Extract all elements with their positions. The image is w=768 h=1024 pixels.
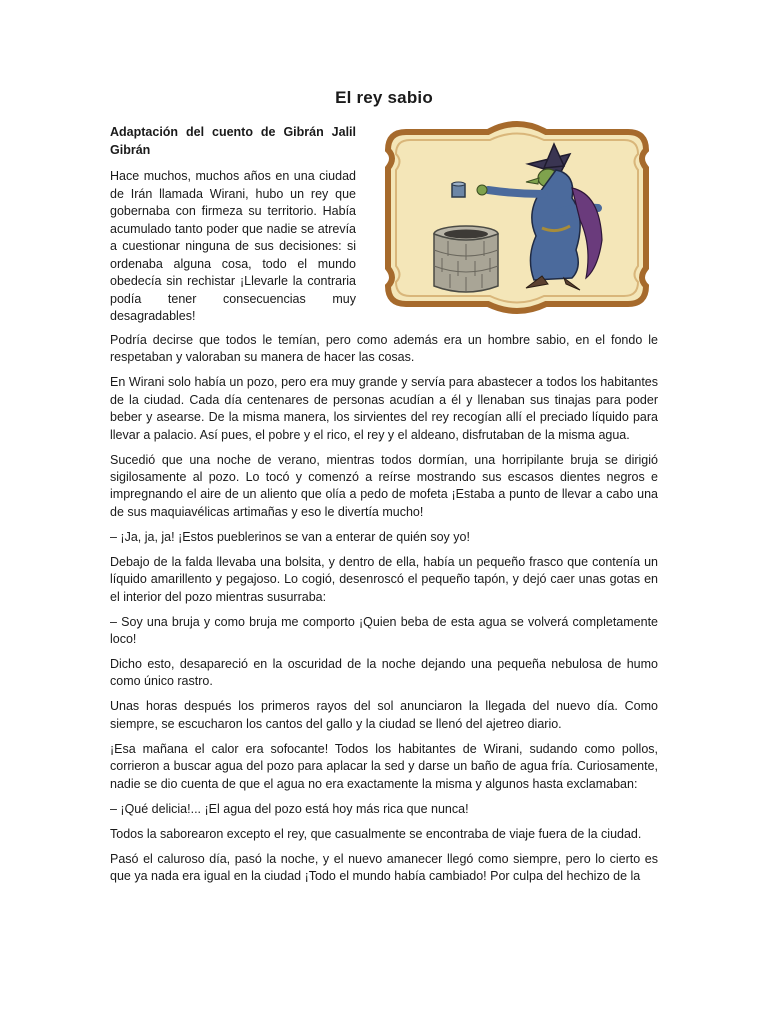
dialogue-2: – Soy una bruja y como bruja me comporto ¡Quien beba de esta agua se volverá completamente loco! (110, 614, 658, 647)
paragraph-7: ¡Esa mañana el calor era sofocante! Todos los habitantes de Wirani, sudando como pollos, corrieron a buscar agua del pozo para aplacar la sed y darse un baño de agua fría. Curiosamente, nadie se dio cuenta de que el agua no era exactamente la misma y algunos hasta exclamaban: (110, 741, 658, 791)
story-body (110, 332, 658, 893)
paragraph-5: Dicho esto, desapareció en la oscuridad de la noche dejando una pequeña nebulosa de humo como único rastro. (110, 657, 658, 689)
witch-at-well-illustration (376, 118, 658, 318)
ornate-frame (388, 124, 646, 311)
paragraph-2: En Wirani solo había un pozo, pero era muy grande y servía para abastecer a todos los habitantes de la ciudad. Cada día centenares de personas acudían a él y llenaban sus tinajas para poder beber y asearse. De la misma manera, los sirvientes del rey recogían allí el preciado líquido para llevar a palacio. Así pues, el pobre y el rico, el rey y el aldeano, disfrutaban de la misma agua. (110, 375, 658, 442)
paragraph-4: Debajo de la falda llevaba una bolsita, y dentro de ella, había un pequeño frasco que contenía un líquido amarillento y pegajoso. Lo cogió, desenroscó el pequeño tapón, y dejó caer unas gotas en el interior del pozo mientras susurraba: (110, 554, 658, 604)
subtitle: Adaptación del cuento de Gibrán Jalil Gibrán (110, 125, 356, 157)
intro-column (110, 124, 356, 326)
page-title: El rey sabio (335, 88, 433, 107)
illustration-svg (376, 118, 658, 318)
paragraph-8: Todos la saborearon excepto el rey, que casualmente se encontraba de viaje fuera de la ciudad. (110, 826, 642, 841)
dialogue-1: – ¡Ja, ja, ja! ¡Estos pueblerinos se van a enterar de quién soy yo! (110, 529, 470, 544)
paragraph-3: Sucedió que una noche de verano, mientras todos dormían, una horripilante bruja se dirigió sigilosamente al pozo. Lo tocó y comenzó a reírse mostrando sus escasos dientes negros e impregnando el aire de un aliento que olía a pedo de mofeta ¡Estaba a punto de llevar a cabo una de sus maquiavélicas artimañas y eso le divertía mucho! (110, 452, 658, 519)
paragraph-9: Pasó el caluroso día, pasó la noche, y el nuevo amanecer llegó como siempre, pero lo cierto es que ya nada era igual en la ciudad ¡Todo el mundo había cambiado! Por culpa del hechizo de la (110, 851, 658, 884)
cup-icon (452, 182, 465, 197)
paragraph-1: Podría decirse que todos le temían, pero como además era un hombre sabio, en el fondo le respetaban y valoraban su manera de hacer las cosas. (110, 333, 658, 365)
intro-paragraph: Hace muchos, muchos años en una ciudad de Irán llamada Wirani, hubo un rey que gobernaba con firmeza su territorio. Había acumulado tanto poder que nadie se atrevía a cuestionar ninguna de sus decisiones: si ordenaba alguna cosa, todo el mundo obedecía sin rechistar ¡Llevarle la contraria podía tener consecuencias muy desagradables! (110, 169, 356, 323)
paragraph-6: Unas horas después los primeros rayos del sol anunciaron la llegada del nuevo día. Como siempre, se escucharon los cantos del gallo y la ciudad se llenó del ajetreo diario. (110, 699, 658, 731)
dialogue-3: – ¡Qué delicia!... ¡El agua del pozo está hoy más rica que nunca! (110, 801, 469, 816)
well-icon (434, 226, 498, 292)
